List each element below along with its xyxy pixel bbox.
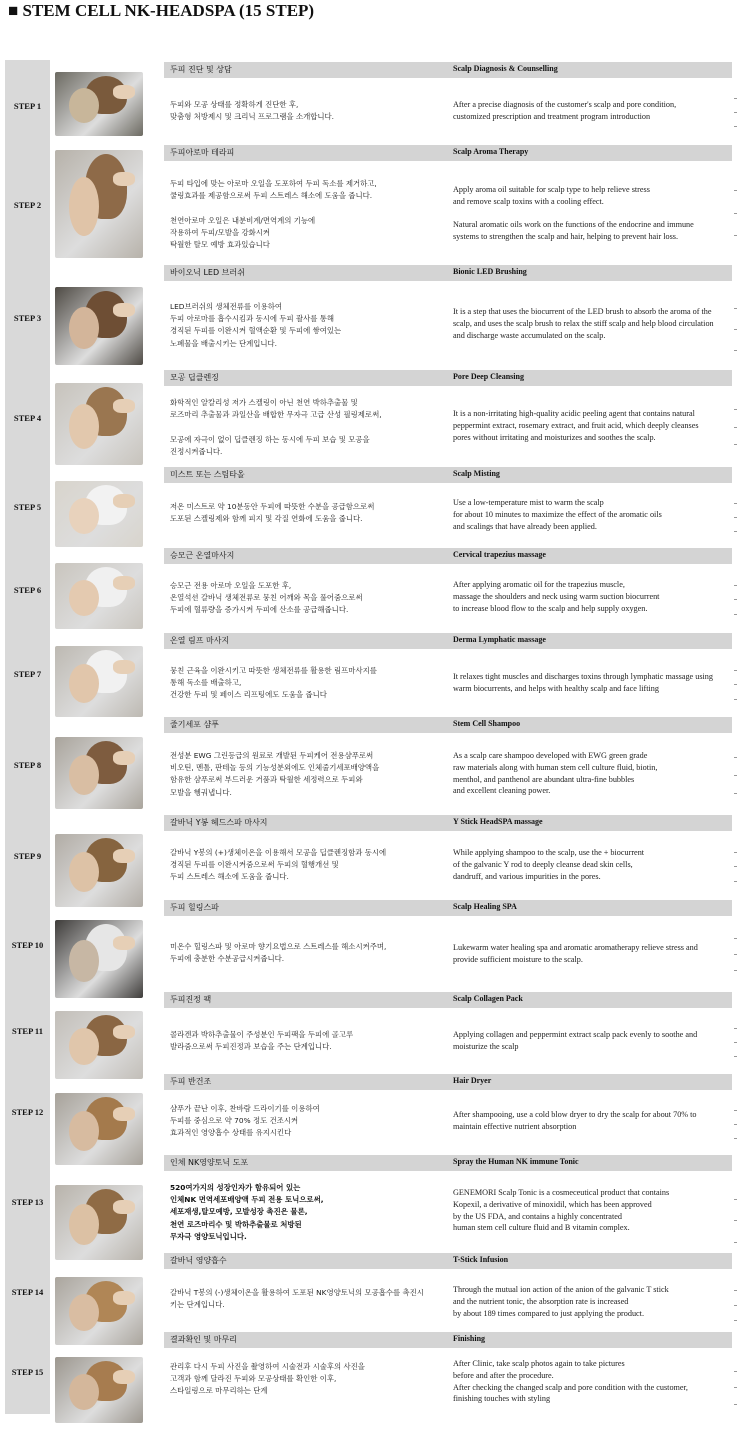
step-label: STEP 4	[13, 413, 42, 423]
step-label: STEP 8	[13, 760, 42, 770]
step-title-english: Hair Dryer	[453, 1076, 492, 1085]
face-shape	[69, 664, 99, 703]
photo-trapezius	[55, 563, 143, 629]
step-description-english: After shampooing, use a cold blow dryer to dry the scalp for about 70% to maintain effective nutrient absorption	[453, 1110, 697, 1131]
hand-shape	[113, 849, 135, 863]
step-title-korean: 두피아로마 테라피	[170, 148, 235, 157]
page-title: ■ STEM CELL NK-HEADSPA (15 STEP)	[8, 1, 315, 20]
step-description-korean: 콜라겐과 박하추출물이 주성분인 두피팩을 두피에 골고루 발라줌으로써 두피진정과 보습을 주는 단계입니다.	[170, 1030, 354, 1052]
step-header	[164, 548, 732, 564]
hand-shape	[113, 1200, 135, 1214]
step-title-korean: 갈바닉 Y봉 헤드스파 마사지	[170, 818, 268, 827]
photo-tonic	[55, 1185, 143, 1260]
face-shape	[69, 1374, 99, 1410]
step-label: STEP 15	[11, 1367, 44, 1377]
step-label: STEP 3	[13, 313, 42, 323]
step-description-english: It relaxes tight muscles and discharges toxins through lymphatic massage using warm biocurrents, and helps with healthy scalp and face lifting	[453, 672, 713, 693]
step-description-english: Through the mutual ion action of the anion of the galvanic T stick and the nutrient tonic, the absorption rate is increased by about 189 times compared to just applying the product.	[453, 1285, 669, 1318]
step-description-korean: 미온수 힐링스파 및 아로마 향기요법으로 스트레스를 해소시켜주며, 두피에 충분한 수분공급시켜줍니다.	[170, 942, 387, 964]
photo-y-stick	[55, 834, 143, 907]
face-shape	[69, 307, 99, 350]
step-description-korean: 관리후 다시 두피 사진을 촬영하여 시술전과 시술후의 사진을 고객과 함께 달라진 두피와 모공상태를 확인한 이후, 스타일링으로 마무리하는 단계	[170, 1362, 365, 1396]
hand-shape	[113, 1107, 135, 1121]
hand-shape	[113, 85, 135, 99]
step-label: STEP 13	[11, 1197, 44, 1207]
step-header	[164, 992, 732, 1008]
step-description-korean: 뭉친 근육을 이완시키고 따뜻한 생체전류를 활용한 림프마사지를 통해 독소를 배출하고, 건강한 두피 및 페이스 리프팅에도 도움을 줍니다	[170, 666, 377, 700]
photo-t-stick	[55, 1277, 143, 1345]
step-description-korean: 저온 미스트로 약 10분동안 두피에 따뜻한 수분을 공급함으로써 도포된 스켈링제와 함께 피지 및 각질 연화에 도움을 줍니다.	[170, 502, 375, 524]
step-label: STEP 12	[11, 1107, 44, 1117]
face-shape	[69, 404, 99, 449]
step-description-english: Lukewarm water healing spa and aromatic aromatherapy relieve stress and provide sufficient moisture to the scalp.	[453, 943, 698, 964]
step-title-korean: 갈바닉 영양흡수	[170, 1256, 227, 1265]
hand-shape	[113, 660, 135, 674]
step-label: STEP 7	[13, 669, 42, 679]
step-description-english: Apply aroma oil suitable for scalp type to help relieve stress and remove scalp toxins with a cooling effect. Natural aromatic oils work on the functions of the endocrine and immune systems to strengthen the scalp and hair, helping to prevent hair loss.	[453, 185, 694, 242]
step-title-english: Y Stick HeadSPA massage	[453, 817, 543, 826]
hand-shape	[113, 751, 135, 765]
step-description-english: Applying collagen and peppermint extract scalp pack evenly to soothe and moisturize the scalp	[453, 1030, 698, 1051]
step-label: STEP 6	[13, 585, 42, 595]
step-description-english: It is a non-irritating high-quality acidic peeling agent that contains natural peppermint extract, rosemary extract, and fruit acid, which deeply cleanses pores without irritating and moisturizes and soothes the scalp.	[453, 409, 699, 442]
hand-shape	[113, 494, 135, 508]
step-title-english: Bionic LED Brushing	[453, 267, 527, 276]
step-description-korean: LED브러쉬의 생체전류를 이용하여 두피 아로마를 흡수시킴과 동시에 두피 괄사를 통해 경직된 두피를 이완시켜 혈액순환 및 두피에 쌓여있는 노폐물을 배출시키는 단계입니다.	[170, 302, 342, 348]
step-header	[164, 370, 732, 386]
step-description-english: After Clinic, take scalp photos again to take pictures before and after the procedure. After checking the changed scalp and pore condition with the customer, finishing touches with styling	[453, 1359, 688, 1404]
hand-shape	[113, 1370, 135, 1384]
step-header	[164, 265, 732, 281]
step-title-english: Cervical trapezius massage	[453, 550, 546, 559]
step-description-korean: 520여가지의 성장인자가 함유되어 있는 인체NK 면역세포배양액 두피 전용 토닉으로써, 세포재생,탈모예방, 모발성장 촉진은 물론, 천연 로즈마리수 및 박하추출물로 처방된 무자극 영양토닉입니다.	[170, 1183, 324, 1241]
step-description-english: After applying aromatic oil for the trapezius muscle, massage the shoulders and neck using warm suction biocurrent to increase blood flow to the scalp and help supply oxygen.	[453, 580, 660, 613]
step-title-korean: 바이오닉 LED 브러쉬	[170, 268, 245, 277]
face-shape	[69, 88, 99, 123]
step-title-english: Scalp Misting	[453, 469, 500, 478]
step-header	[164, 1253, 732, 1269]
step-title-english: Finishing	[453, 1334, 486, 1343]
face-shape	[69, 580, 99, 616]
photo-cleansing	[55, 383, 143, 465]
step-title-english: Scalp Diagnosis & Counselling	[453, 64, 558, 73]
step-header	[164, 62, 732, 78]
hand-shape	[113, 1025, 135, 1039]
step-title-korean: 승모근 온열마사지	[170, 551, 235, 560]
step-bar	[5, 60, 50, 1414]
step-title-english: Scalp Collagen Pack	[453, 994, 523, 1003]
photo-consultation	[55, 72, 143, 136]
step-title-english: Spray the Human NK immune Tonic	[453, 1157, 579, 1166]
step-title-english: T-Stick Infusion	[453, 1255, 509, 1264]
step-header	[164, 1155, 732, 1171]
step-description-english: While applying shampoo to the scalp, use the + biocurrent of the galvanic Y rod to deeply cleanse dead skin cells, dandruff, and various impurities in the pores.	[453, 848, 645, 881]
step-description-english: GENEMORI Scalp Tonic is a cosmeceutical product that contains Kopexil, a derivative of minoxidil, which has been approved by the US FDA, and contains a highly concentrated human stem cell culture fluid and B vitamin complex.	[453, 1188, 670, 1233]
photo-led-brush	[55, 287, 143, 365]
hand-shape	[113, 399, 135, 413]
step-description-english: It is a step that uses the biocurrent of the LED brush to absorb the aroma of the scalp, and uses the scalp brush to relax the stiff scalp and help blood circulation and discharge waste accumulated on the scalp.	[453, 307, 714, 340]
step-label: STEP 2	[13, 200, 42, 210]
step-description-korean: 샴푸가 끝난 이후, 찬바람 드라이기를 이용하여 두피를 중심으로 약 70% 정도 건조시켜 효과적인 영양흡수 상태를 유지시킨다	[170, 1104, 320, 1138]
photo-aroma	[55, 150, 143, 258]
step-header	[164, 900, 732, 916]
hand-shape	[113, 576, 135, 590]
step-description-korean: 갈바닉 T봉의 (-)생체이온을 활용하여 도포된 NK영양토닉의 모공흡수를 촉진시 키는 단계입니다.	[170, 1288, 424, 1310]
face-shape	[69, 1111, 99, 1151]
step-label: STEP 11	[12, 1026, 43, 1036]
step-title-english: Derma Lymphatic massage	[453, 635, 546, 644]
step-description-korean: 전성분 EWG 그린등급의 원료로 개발된 두피케어 전용샴푸로써 비오틴, 멘톨, 판테놀 등의 기능성분외에도 인체줄기세포배양액을 함유한 샴푸로써 부드러운 거품과 탁월한 세정력으로 두피와 모발을 헹궈냅니다.	[170, 751, 380, 797]
face-shape	[69, 755, 99, 795]
hand-shape	[113, 172, 135, 186]
step-title-korean: 온열 림프 마사지	[170, 636, 230, 645]
face-shape	[69, 177, 99, 236]
step-title-english: Scalp Aroma Therapy	[453, 147, 529, 156]
step-label: STEP 9	[13, 851, 42, 861]
step-title-english: Stem Cell Shampoo	[453, 719, 521, 728]
step-label: STEP 10	[11, 940, 44, 950]
step-description-english: After a precise diagnosis of the customer's scalp and pore condition, customized prescription and treatment program introduction	[453, 100, 677, 121]
photo-dryer	[55, 1093, 143, 1165]
step-header	[164, 1332, 732, 1348]
face-shape	[69, 1204, 99, 1245]
step-title-korean: 두피 힐링스파	[170, 903, 219, 912]
photo-finishing	[55, 1357, 143, 1423]
step-title-korean: 모공 딥클렌징	[170, 373, 219, 382]
step-title-korean: 결과확인 및 마무리	[170, 1335, 237, 1344]
step-label: STEP 14	[11, 1287, 44, 1297]
step-header	[164, 717, 732, 733]
step-description-english: Use a low-temperature mist to warm the scalp for about 10 minutes to maximize the effect of the aromatic oils and scalings that have already been applied.	[453, 498, 662, 531]
step-header	[164, 145, 732, 161]
step-title-korean: 두피 반건조	[170, 1077, 212, 1086]
face-shape	[69, 940, 99, 983]
step-title-korean: 인체 NK영양토닉 도포	[170, 1158, 249, 1167]
face-shape	[69, 498, 99, 534]
photo-lymphatic	[55, 646, 143, 717]
step-description-english: As a scalp care shampoo developed with EWG green grade raw materials along with human stem cell culture fluid, biotin, menthol, and panthenol are abundant ultra-fine bubbles and excellent cleaning power.	[453, 751, 658, 796]
step-title-english: Pore Deep Cleansing	[453, 372, 524, 381]
hand-shape	[113, 936, 135, 950]
step-description-korean: 갈바닉 Y봉의 (+)생체이온을 이용해서 모공을 딥클렌징함과 동시에 경직된 두피를 이완시켜줌으로써 두피의 혈행개선 및 두피 스트레스 해소에 도움을 줍니다.	[170, 848, 387, 882]
step-title-korean: 줄기세포 샴푸	[170, 720, 219, 729]
step-description-korean: 두피 타입에 맞는 아로마 오일을 도포하여 두피 독소를 제거하고, 쿨링효과를 제공함으로써 두피 스트레스 해소에 도움을 줍니다. 천연아로마 오일은 내분비계/면역계의 기능에 작용하여 두피/모발을 강화시켜 탁월한 탈모 예방 효과있습니다	[170, 179, 377, 250]
photo-towel	[55, 481, 143, 547]
step-title-korean: 두피진정 팩	[170, 995, 212, 1004]
step-title-korean: 두피 진단 및 상담	[170, 65, 232, 74]
step-header	[164, 1074, 732, 1090]
photo-spa	[55, 920, 143, 998]
photo-pack	[55, 1011, 143, 1079]
step-header	[164, 815, 732, 831]
step-label: STEP 5	[13, 502, 42, 512]
step-description-korean: 두피와 모공 상태를 정확하게 진단한 후, 맞춤형 처방제시 및 크리닉 프로그램을 소개합니다.	[170, 100, 335, 122]
step-description-korean: 승모근 전용 아로마 오일을 도포한 후, 온열석션 갈바닉 생체전류로 뭉친 어깨와 목을 풀어줌으로써 두피에 혈류량을 증가시켜 두피에 산소를 공급해줍니다.	[170, 581, 363, 615]
photo-shampoo	[55, 737, 143, 809]
step-title-english: Scalp Healing SPA	[453, 902, 517, 911]
step-title-korean: 미스트 또는 스팀타올	[170, 470, 245, 479]
hand-shape	[113, 1291, 135, 1305]
step-header	[164, 467, 732, 483]
step-header	[164, 633, 732, 649]
hand-shape	[113, 303, 135, 317]
step-label: STEP 1	[13, 101, 42, 111]
step-description-korean: 화학적인 알칼리성 저가 스켈링이 아닌 천연 박하추출물 및 로즈마리 추출물과 과일산을 배합한 무자극 고급 산성 필링제로써, 모공에 자극이 없이 딥클렌징 하는 동시에 두피 보습 및 모공을 진정시켜줍니다.	[170, 398, 382, 456]
